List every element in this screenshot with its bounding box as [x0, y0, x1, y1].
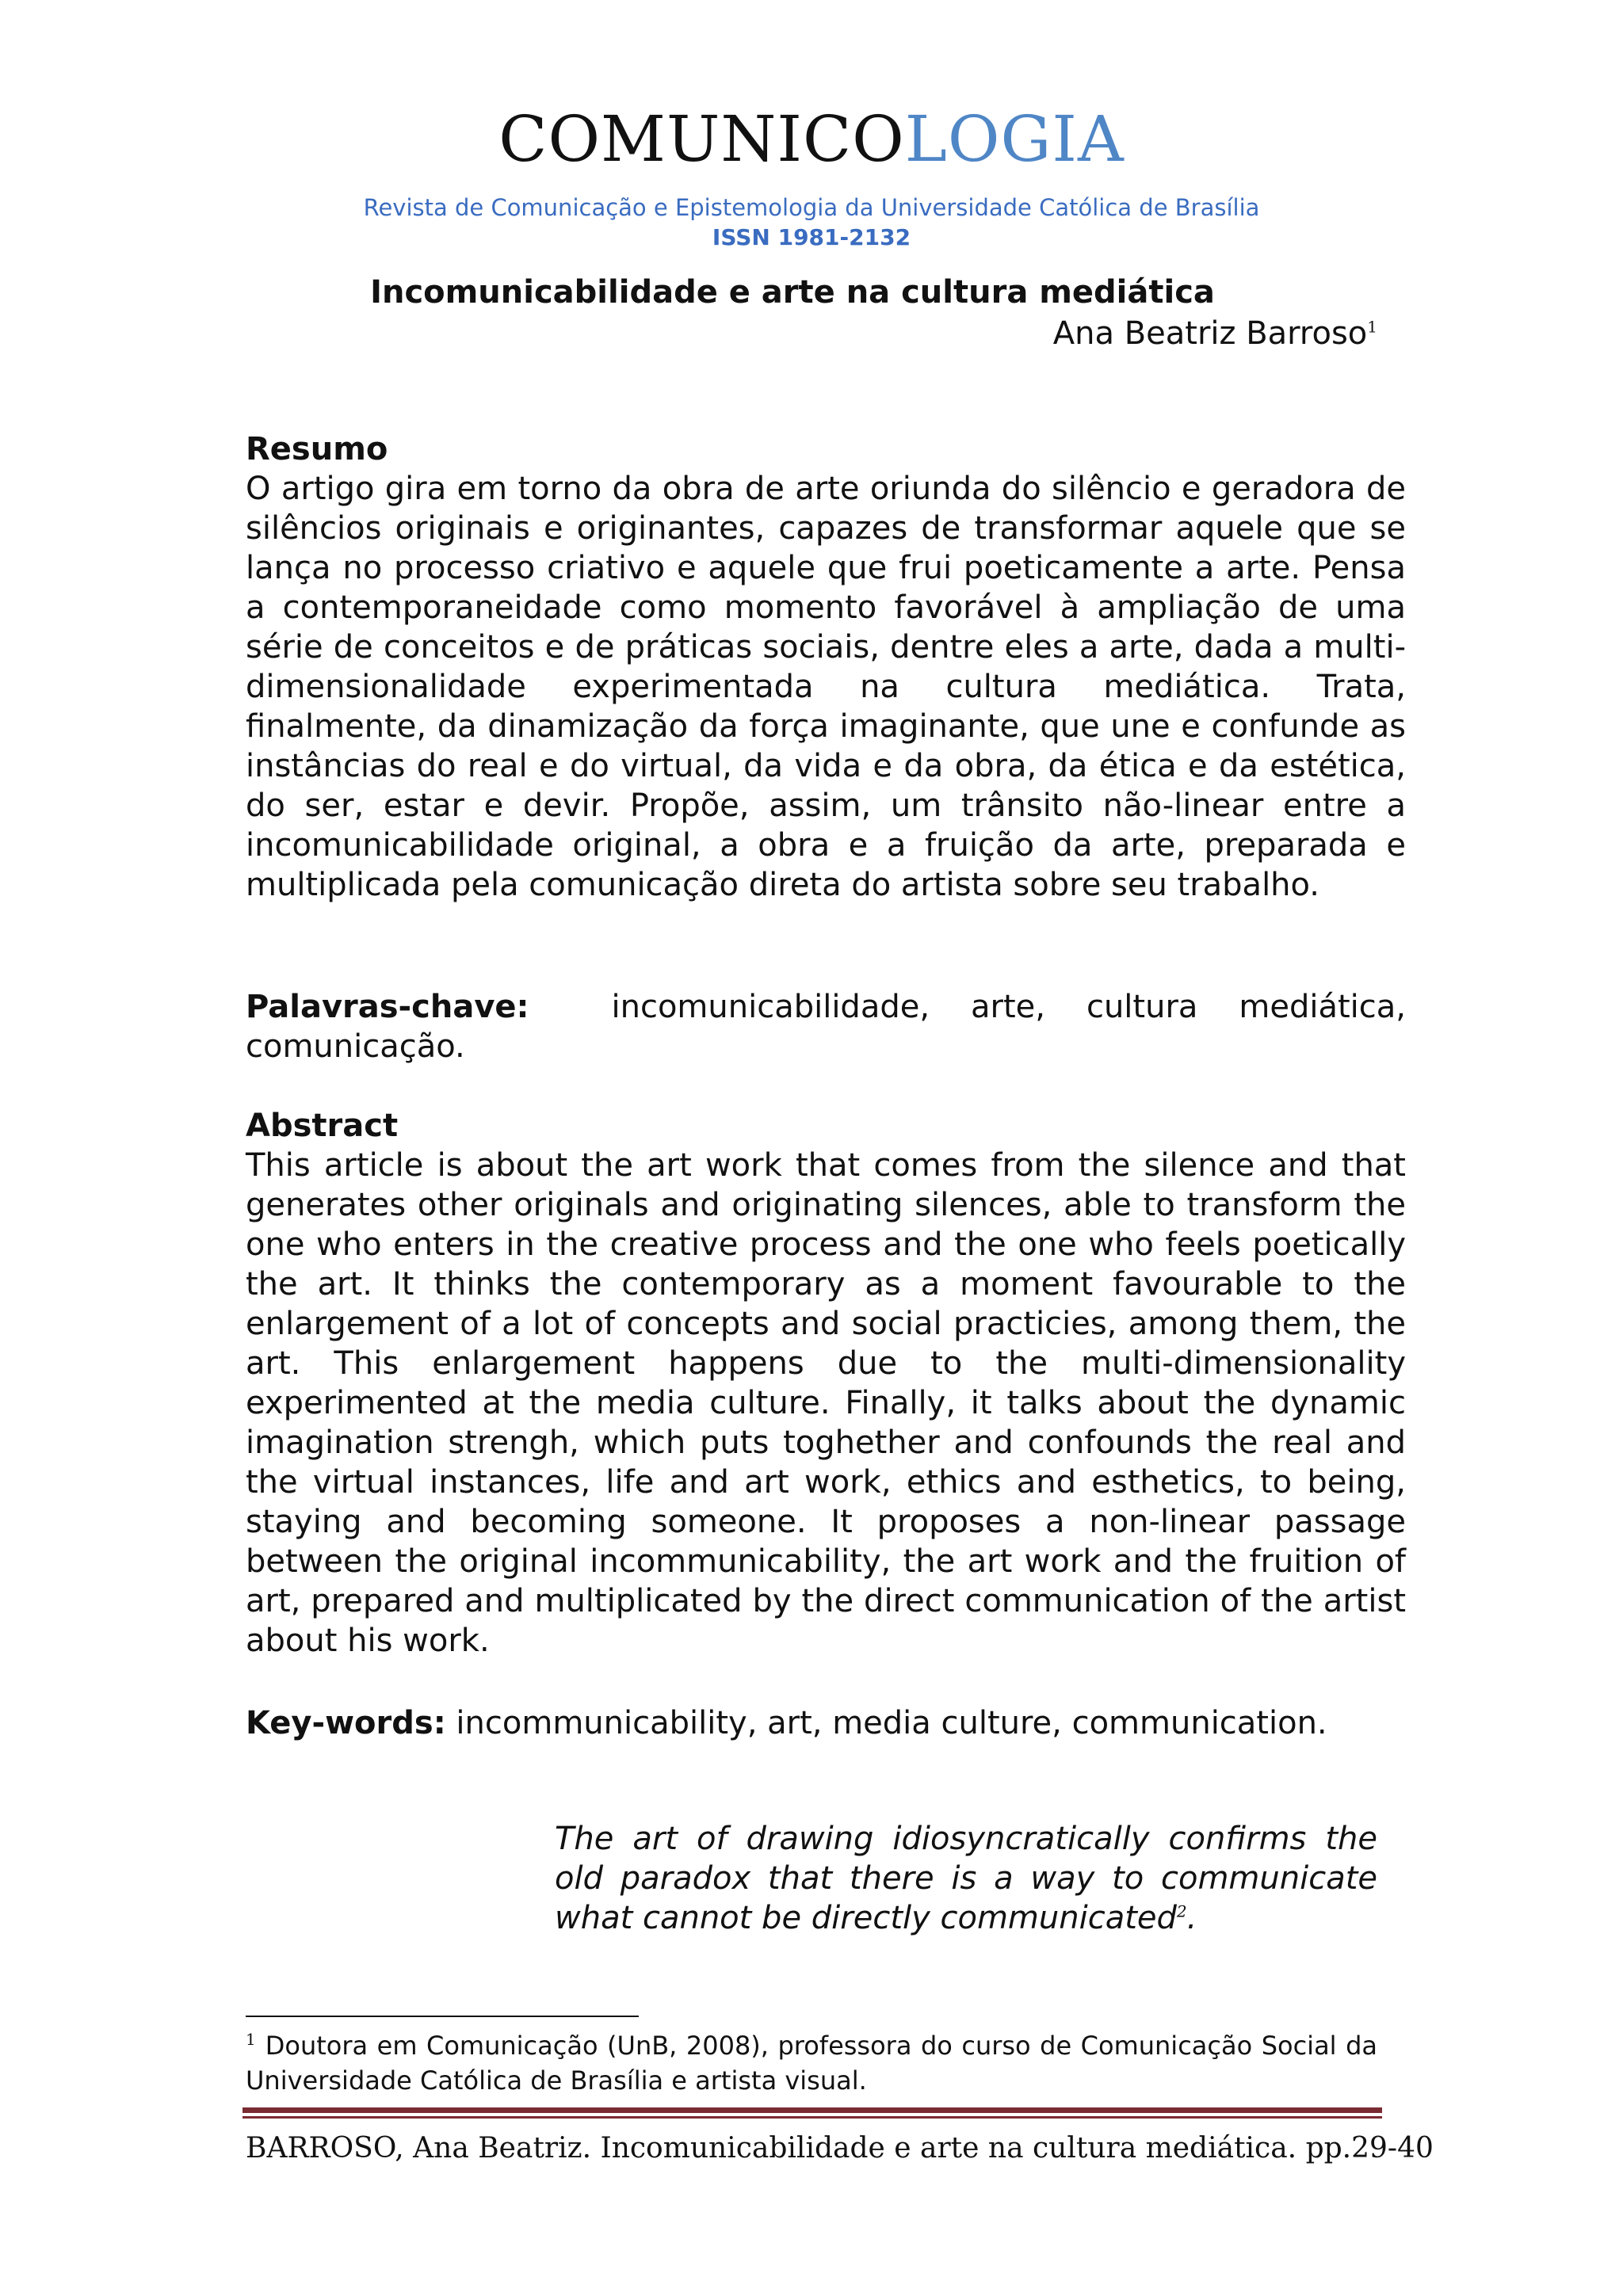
palavras-chave-label: Palavras-chave: — [246, 989, 529, 1025]
resumo-text: O artigo gira em torno da obra de arte oriunda do silêncio e geradora de silêncios originais e originantes, capazes de transformar aquele que se lança no processo criativo e aquele que frui poeticamente a arte. Pensa a contemporaneidade como momento favorável à ampliação de uma série de conceitos e de práticas sociais, dentre eles a arte, dada a multi-dimensionalidade experimentada na cultura mediática. Trata, finalmente, da dinamização da força imaginante, que une e confunde as instâncias do real e do virtual, da vida e da obra, da ética e da estética, do ser, estar e devir. Propõe, assim, um trânsito não-linear entre a incomunicabilidade original, a obra e a fruição da arte, preparada e multiplicada pela comunicação direta do artista sobre seu trabalho. — [246, 471, 1406, 903]
footnote-text: Doutora em Comunicação (UnB, 2008), professora do curso de Comunicação Social da Universidade Católica de Brasília e artista visual. — [246, 2031, 1377, 2096]
footer-rule-thick — [242, 2107, 1382, 2113]
palavras-chave-list: incomunicabilidade, arte, cultura mediática, comunicação. — [246, 989, 1406, 1065]
abstract-text: This article is about the art work that comes from the silence and that generates other originals and originating silences, able to transform the one who enters in the creative process and the one who feels poetically the art. It thinks the contemporary as a moment favourable to the enlargement of a lot of concepts and social practicies, among them, the art. This enlargement happens due to the multi-dimensionality experimented at the media culture. Finally, it talks about the dynamic imagination strengh, which puts toghether and confounds the real and the virtual instances, life and art work, ethics and esthetics, to being, staying and becoming someone. It proposes a non-linear passage between the original incommunicability, the art work and the fruition of art, prepared and multiplicated by the direct communication of the artist about his work. — [246, 1147, 1406, 1659]
article-title: Incomunicabilidade e arte na cultura mediática — [370, 274, 1215, 311]
resumo-heading: Resumo — [246, 431, 388, 467]
journal-tagline: Revista de Comunicação e Epistemologia da Universidade Católica de Brasília — [363, 194, 1260, 221]
epigraph-text: The art of drawing idiosyncratically confirms the old paradox that there is a way to communicate what cannot be directly communicated — [555, 1821, 1377, 1936]
epigraph-footnote-mark: 2 — [1176, 1901, 1187, 1921]
journal-issn: ISSN 1981-2132 — [712, 224, 911, 250]
journal-masthead — [0, 101, 1623, 252]
author-footnote-mark: 1 — [1367, 317, 1377, 337]
footer-rule-thin — [242, 2116, 1382, 2119]
footnote — [246, 2028, 1377, 2098]
key-words-label: Key-words: — [246, 1705, 446, 1741]
key-words — [246, 1703, 1406, 1743]
logo-part-1: COMUNICO — [498, 102, 905, 176]
footer-citation: BARROSO, Ana Beatriz. Incomunicabilidade e arte na cultura mediática. pp.29-40 — [246, 2132, 1434, 2164]
palavras-chave — [246, 987, 1406, 1066]
logo-part-2: LOGIA — [904, 102, 1125, 176]
journal-logo — [0, 101, 1623, 177]
article-author — [1053, 314, 1377, 353]
abstract-heading: Abstract — [246, 1108, 399, 1144]
author-name: Ana Beatriz Barroso — [1052, 315, 1368, 352]
footnote-mark: 1 — [246, 2030, 256, 2050]
resumo-section — [246, 429, 1406, 905]
footnote-separator — [246, 2016, 639, 2017]
epigraph — [555, 1819, 1377, 1938]
epigraph-end: . — [1186, 1900, 1197, 1936]
key-words-list: incommunicability, art, media culture, communication. — [456, 1705, 1327, 1741]
abstract-section — [246, 1106, 1406, 1661]
